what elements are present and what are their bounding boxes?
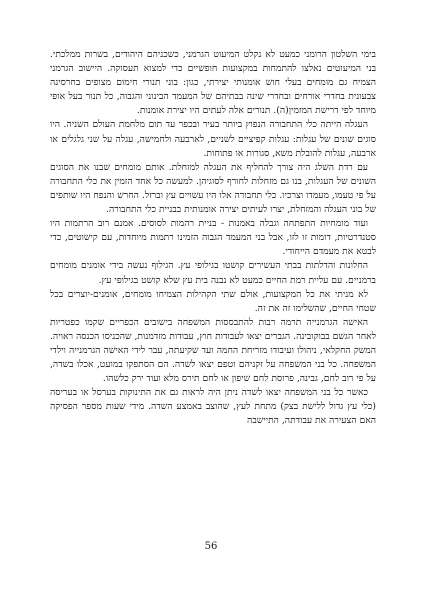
paragraph-1: בימי השלטון הרומני כמעט לא נקלט המיעוט הגרמני, כשכניהם היהודים, בשרות ממלכתי. בני המיעוטים נאלצו להתמחות במקצועות חופשיים כדי למצוא תעסוקה. היישוב הגרמני הצמיח גם מומחים בעלי חוש אומנותי יצירתי, כגון: בוני תנורי חימום מצופים בחרסינה צבעונית בחדרי אורחים ובחדרי שינה בבתיהם של המעמד הבינוני והגבוה, כל תנור בעל אופי מיוחד לפי דרישת המזמין(ה). תנורים אלה לעתים היו יצירת אומנות.: [50, 49, 376, 117]
page-number: 56: [204, 541, 218, 552]
paragraph-2: העגלה הייתה כלי התחבורה הנפוץ ביותר בעיר ובכפר עד תום מלחמת העולם השניה. היו סוגים שונים של עגלות: עגלות קפיציים לשניים, לארבעה ולחמישה, עגלה על שני גלגלים או ארבעה, עגלות להובלת משא, סגורות או פתוחות.: [50, 119, 376, 159]
paragraph-5: החלונות והדלתות בבתי העשירים קושטו בגילופי עץ. הגילוף נעשה בידי אומנים מומחים ברמניים. עם עליית רמת החיים כמעט לא נבנה בית עץ שלא קושט בגילופי עץ.: [50, 260, 376, 286]
paragraph-3: עם רדת השלג היה צורך להחליף את העגלה למזחלת. אותם מומחים שבנו את הסוגים השונים של העגלות, בנו גם מזחלות לחורף לסוגיהן. למעשה כל אחד הזמין את כלי התחבורה על פי טעמו, מעמדו וצרכיו. כלי תחבורה אלו היו עשויים עץ וברזל. החרש והנפח היו שותפים של בוני העגלה והמזחלת, יצרו לעיתים יצירה אומנותית בבניית כלי התחבורה.: [50, 161, 376, 216]
paragraph-7: האישה הגרמנייה תרמה רבות להתבססות המשפחה בישובים הכפריים שקמו כפטריות לאחר הגשם בבוקובינה. הגברים יצאו לעבודות חוץ, עבודות מזדמנות, שהכניסו הכנסה ראויה. המשק החקלאי, ניהולו ועיבודו מזריחת החמה ועד שקיעתה, עבר לידי האישה הגרמנייה וילדי המשפחה. כל בני המשפחה על זקניהם וטפם יצאו לשדה. הם הסתפקו במועט, אכלו בשדה, על פי רוב לחם, גבינה, פרוסת לחם שיפון או לחם תירס מלא ועוד ירק כלשהו.: [50, 316, 376, 385]
paragraph-6: לא מניתי את כל המקצועות, אולם שתי הקהילות הצמיחו מומחים, אומנים-יוצרים בכל שטחי החיים, שהשלימו זה את זה.: [50, 288, 376, 314]
body-text: [50, 48, 376, 429]
paragraph-8: כאשר כל בני המשפחה יצאו לשדה ניתן היה לראות גם את התינוקות בערסל או בעריסה (כלי עץ גדול ללישת בצק) מתחת לעץ, שהוצב באמצע השדה. מידי שעות מספר הפסיקה האם הצעירה את עבודתה, התיישבה: [50, 387, 376, 427]
paragraph-4: ועוד מומחיות התפתחה וגבלה באמנות - בניית רהמות לסוסים. אמנם רוב הרתמות היו סטנדרטיות, דומות זו לזו, אבל בני המעמד הגבוה הזמינו רתמות מיוחדות, עם קישוטים, כדי לבטא את מעמדם הייחודי.: [50, 218, 376, 258]
